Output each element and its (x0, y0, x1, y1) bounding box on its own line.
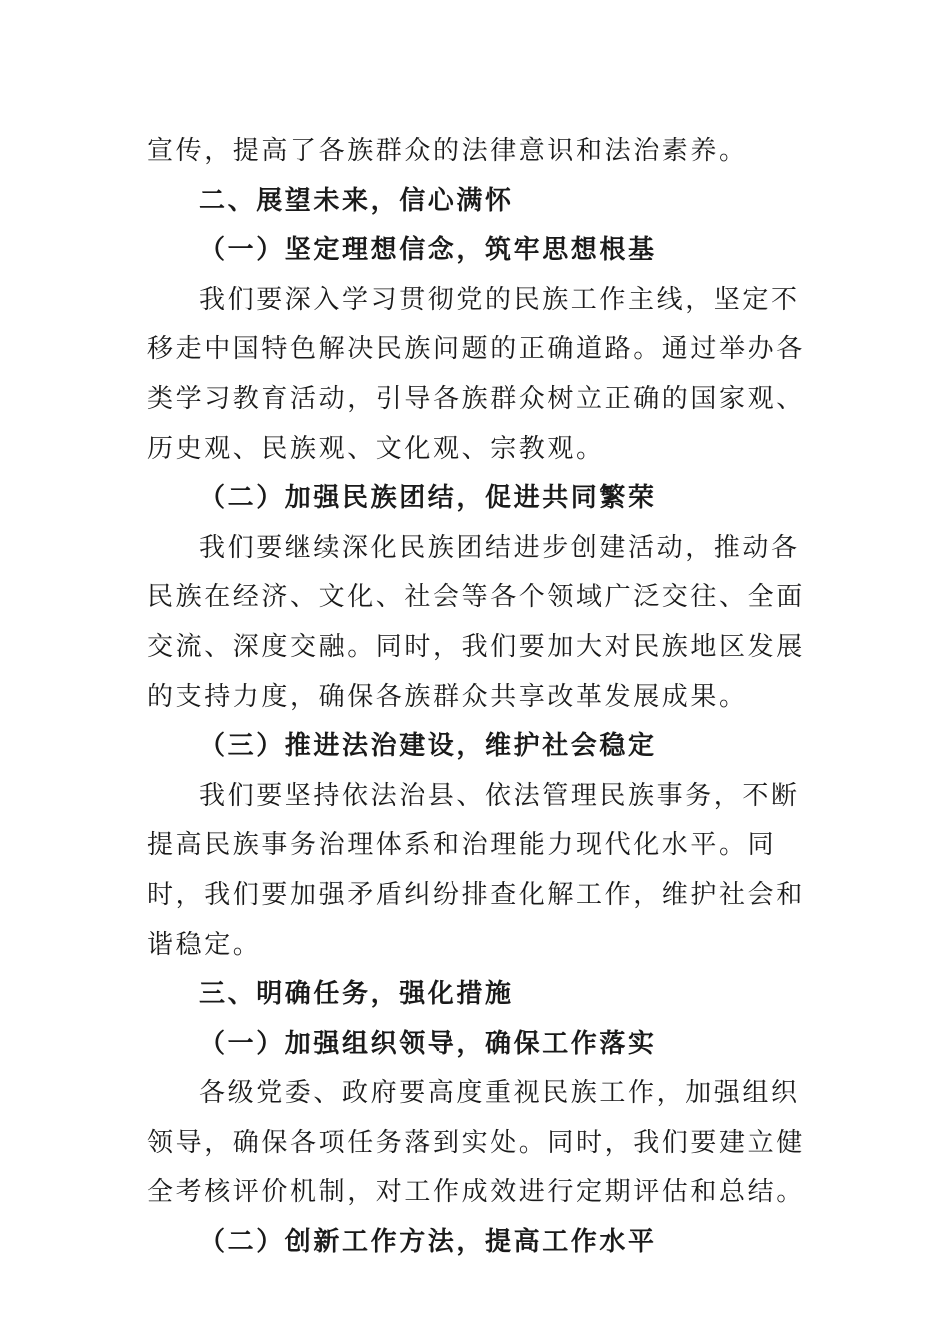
paragraph-3-1: 各级党委、政府要高度重视民族工作，加强组织领导，确保各项任务落到实处。同时，我们要建立健全考核评价机制，对工作成效进行定期评估和总结。 (147, 1078, 805, 1208)
paragraph-2-2: 我们要继续深化民族团结进步创建活动，推动各民族在经济、文化、社会等各个领域广泛交往、全面交流、深度交融。同时，我们要加大对民族地区发展的支持力度，确保各族群众共享改革发展成果。 (147, 532, 805, 712)
paragraph-2-3: 我们要坚持依法治县、依法管理民族事务，不断提高民族事务治理体系和治理能力现代化水平。同时，我们要加强矛盾纠纷排查化解工作，维护社会和谐稳定。 (147, 780, 805, 960)
section-heading-2: 二、展望未来，信心满怀 (199, 185, 514, 216)
paragraph-continuation: 宣传，提高了各族群众的法律意识和法治素养。 (147, 136, 748, 166)
subsection-heading-2-2: （二）加强民族团结，促进共同繁荣 (199, 483, 657, 514)
paragraph-2-1: 我们要深入学习贯彻党的民族工作主线，坚定不移走中国特色解决民族问题的正确道路。通过举办各类学习教育活动，引导各族群众树立正确的国家观、历史观、民族观、文化观、宗教观。 (147, 284, 805, 464)
subsection-heading-3-2: （二）创新工作方法，提高工作水平 (199, 1227, 657, 1258)
subsection-heading-2-3: （三）推进法治建设，维护社会稳定 (199, 731, 657, 762)
document-body (147, 127, 807, 1268)
subsection-heading-3-1: （一）加强组织领导，确保工作落实 (199, 1028, 657, 1059)
subsection-heading-2-1: （一）坚定理想信念，筑牢思想根基 (199, 235, 657, 266)
section-heading-3: 三、明确任务，强化措施 (199, 979, 514, 1010)
